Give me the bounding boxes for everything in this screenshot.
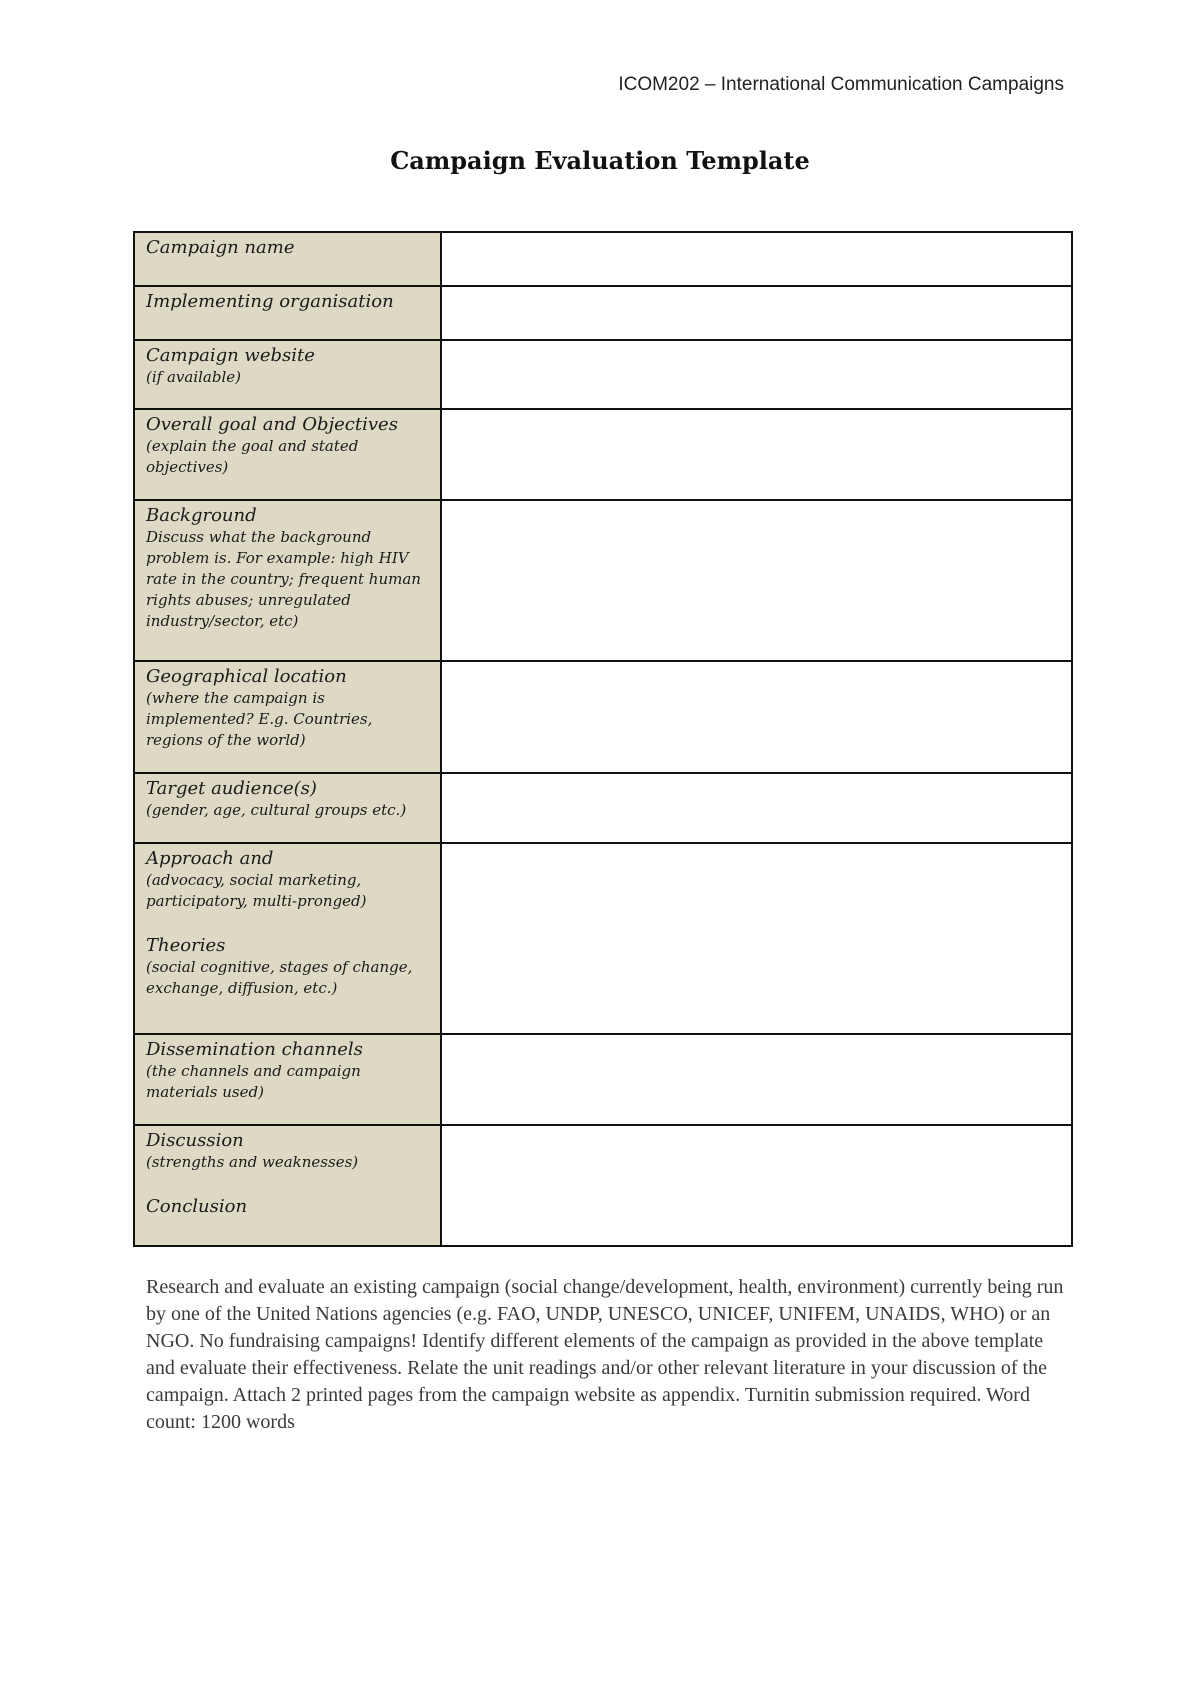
row-hint: (the channels and campaign materials used) bbox=[146, 1062, 361, 1101]
row-label: Campaign name bbox=[146, 237, 295, 258]
value-cell-campaign-name[interactable] bbox=[441, 232, 1072, 286]
row-label: Background bbox=[146, 505, 257, 526]
value-cell-dissemination-channels[interactable] bbox=[441, 1034, 1072, 1125]
row-label-secondary: Theories bbox=[146, 935, 226, 956]
label-cell-goal-objectives bbox=[134, 409, 441, 500]
row-label: Discussion bbox=[146, 1130, 244, 1151]
label-cell-implementing-organisation bbox=[134, 286, 441, 340]
row-label: Dissemination channels bbox=[146, 1039, 363, 1060]
course-header: ICOM202 – International Communication Campaigns bbox=[618, 74, 1064, 95]
row-label: Geographical location bbox=[146, 666, 347, 687]
value-cell-target-audience[interactable] bbox=[441, 773, 1072, 843]
value-cell-approach-theories[interactable] bbox=[441, 843, 1072, 1034]
table-row bbox=[134, 232, 1072, 286]
instructions-paragraph: Research and evaluate an existing campaign (social change/development, health, environment) currently being run by one of the United Nations agencies (e.g. FAO, UNDP, UNESCO, UNICEF, UNIFEM, UNAIDS, WHO) or an NGO. No fundraising campaigns! Identify different elements of the campaign as provided in the above template and evaluate their effectiveness. Relate the unit readings and/or other relevant literature in your discussion of the campaign. Attach 2 printed pages from the campaign website as appendix. Turnitin submission required. Word count: 1200 words bbox=[146, 1276, 1064, 1433]
row-label: Campaign website bbox=[146, 345, 315, 366]
table-row bbox=[134, 661, 1072, 773]
label-cell-discussion-conclusion bbox=[134, 1125, 441, 1246]
table-row bbox=[134, 409, 1072, 500]
row-label-secondary: Conclusion bbox=[146, 1196, 248, 1217]
label-cell-geographical-location bbox=[134, 661, 441, 773]
label-cell-approach-theories bbox=[134, 843, 441, 1034]
spacer bbox=[146, 912, 430, 934]
table-row bbox=[134, 843, 1072, 1034]
row-hint: (where the campaign is implemented? E.g. Countries, regions of the world) bbox=[146, 689, 373, 749]
table-row bbox=[134, 1034, 1072, 1125]
label-cell-background bbox=[134, 500, 441, 661]
value-cell-implementing-organisation[interactable] bbox=[441, 286, 1072, 340]
value-cell-goal-objectives[interactable] bbox=[441, 409, 1072, 500]
label-cell-dissemination-channels bbox=[134, 1034, 441, 1125]
row-hint: (gender, age, cultural groups etc.) bbox=[146, 801, 407, 819]
label-cell-target-audience bbox=[134, 773, 441, 843]
row-hint: (if available) bbox=[146, 368, 241, 386]
value-cell-discussion-conclusion[interactable] bbox=[441, 1125, 1072, 1246]
value-cell-geographical-location[interactable] bbox=[441, 661, 1072, 773]
value-cell-background[interactable] bbox=[441, 500, 1072, 661]
table-row bbox=[134, 773, 1072, 843]
table-row bbox=[134, 500, 1072, 661]
row-label: Overall goal and Objectives bbox=[146, 414, 398, 435]
row-hint: (strengths and weaknesses) bbox=[146, 1153, 359, 1171]
row-label: Approach and bbox=[146, 848, 274, 869]
table-row bbox=[134, 286, 1072, 340]
table-row bbox=[134, 1125, 1072, 1246]
table-row bbox=[134, 340, 1072, 409]
row-hint-secondary: (social cognitive, stages of change, exchange, diffusion, etc.) bbox=[146, 958, 413, 997]
label-cell-campaign-website bbox=[134, 340, 441, 409]
value-cell-campaign-website[interactable] bbox=[441, 340, 1072, 409]
row-label: Target audience(s) bbox=[146, 778, 317, 799]
label-cell-campaign-name bbox=[134, 232, 441, 286]
evaluation-table bbox=[133, 231, 1073, 1247]
row-hint: (explain the goal and stated objectives) bbox=[146, 437, 359, 476]
spacer bbox=[146, 1173, 430, 1195]
row-hint: Discuss what the background problem is. For example: high HIV rate in the country; frequent human rights abuses; unregulated industry/sector, etc) bbox=[146, 528, 421, 630]
row-hint: (advocacy, social marketing, participatory, multi-pronged) bbox=[146, 871, 367, 910]
row-label: Implementing organisation bbox=[146, 291, 394, 312]
page-title: Campaign Evaluation Template bbox=[390, 146, 810, 175]
